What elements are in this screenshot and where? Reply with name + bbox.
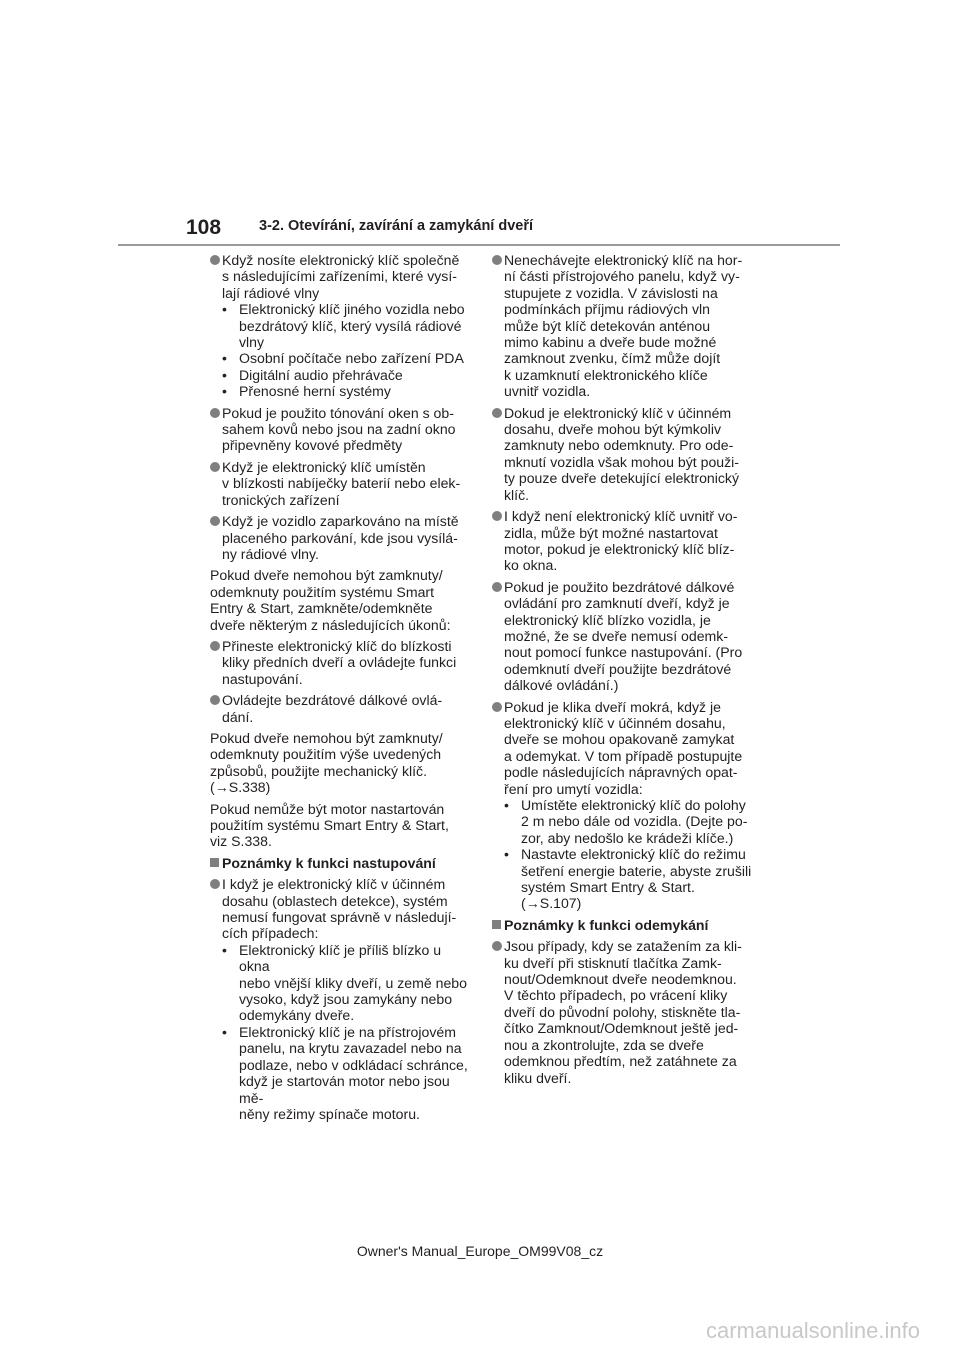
text-line: vlny — [239, 334, 265, 351]
text-line: Nenechávejte elektronický klíč na hor- — [504, 252, 743, 268]
text-line: čítko Zamknout/Odemknout ještě jed- — [504, 1020, 739, 1037]
sub-item — [222, 350, 472, 366]
bullet-item — [492, 938, 754, 1086]
text-line: elektronický klíč v účinném dosahu, — [504, 714, 726, 731]
bullet-item — [210, 252, 472, 400]
text-line: stupujete z vozidla. V závislosti na — [504, 284, 718, 301]
bullet-icon — [210, 255, 220, 265]
text-line: připevněny kovové předměty — [222, 437, 403, 454]
bullet-icon — [492, 582, 502, 592]
text-line: Pokud je klika dveří mokrá, když je — [504, 698, 721, 715]
small-bullet-icon: • — [222, 1023, 227, 1040]
bullet-item — [492, 699, 754, 912]
text-line: podmínkách příjmu rádiových vln — [504, 301, 711, 318]
text-line: systém Smart Entry & Start. (→S.107) — [521, 879, 695, 912]
text-line: nou a zkontrolujte, zda se dveře — [504, 1036, 704, 1053]
footer-text: Owner's Manual_Europe_OM99V08_cz — [356, 1243, 604, 1259]
text-line: dosahu, dveře mohou být kýmkoliv — [504, 421, 721, 438]
watermark: carmanualsonline.info — [705, 1318, 920, 1343]
text-line: tronických zařízení — [222, 491, 340, 508]
text-line: podlaze, nebo v odkládací schránce, — [239, 1056, 468, 1073]
text-line: odemknou předtím, než zatáhnete za — [504, 1053, 737, 1070]
paragraph — [210, 567, 472, 633]
bullet-text — [222, 638, 472, 687]
bullet-item — [492, 252, 754, 400]
bullet-icon — [210, 879, 220, 889]
text-line: odemykány dveře. — [239, 1007, 355, 1024]
text-line: ku dveří při stisknutí tlačítka Zamk- — [504, 954, 722, 971]
bullet-item — [210, 405, 472, 454]
left-column — [210, 252, 472, 1127]
bullet-text — [222, 692, 472, 725]
sub-item — [222, 383, 472, 399]
text-line: mknutí vozidla však mohou být použi- — [504, 453, 740, 470]
bullet-icon — [492, 702, 502, 712]
text-line: a odemykat. V tom případě postupujte — [504, 747, 743, 764]
text-line: způsobů, použijte mechanický klíč. — [210, 762, 427, 779]
bullet-item — [210, 638, 472, 687]
sub-item — [222, 942, 472, 1024]
sub-item — [222, 367, 472, 383]
bullet-icon — [492, 408, 502, 418]
subsection-heading — [492, 917, 754, 933]
text-line: Pokud dveře nemohou být zamknuty/ — [210, 567, 443, 584]
bullet-icon — [492, 941, 502, 951]
bullet-text — [222, 876, 472, 1122]
text-line: Přenosné herní systémy — [239, 383, 391, 400]
text-line: Když je vozidlo zaparkováno na místě — [222, 513, 459, 530]
bullet-item — [210, 876, 472, 1122]
small-bullet-icon: • — [222, 350, 227, 367]
text-line: použitím systému Smart Entry & Start, — [210, 817, 449, 833]
bullet-text — [504, 252, 754, 400]
text-line: může být klíč detekován anténou — [504, 317, 711, 334]
text-line: dveře se mohou opakovaně zamykat — [504, 731, 735, 748]
text-line: Poznámky k funkci odemykání — [504, 916, 709, 933]
text-line: V těchto případech, po vrácení kliky — [504, 987, 728, 1004]
text-line: mimo kabinu a dveře bude možné — [504, 334, 717, 351]
subsection-heading — [210, 855, 472, 871]
text-line: Dokud je elektronický klíč v účinném — [504, 404, 732, 421]
text-line: Pokud dveře nemohou být zamknuty/ — [210, 729, 443, 746]
text-line: panelu, na krytu zavazadel nebo na — [239, 1040, 462, 1057]
text-line: zamknout zvenku, čímž může dojít — [504, 350, 721, 367]
bullet-item — [210, 692, 472, 725]
text-line: Elektronický klíč je příliš blízko u okna — [239, 941, 442, 975]
paragraph — [210, 730, 472, 796]
text-line: viz S.338. — [210, 833, 272, 850]
bullet-text — [504, 938, 754, 1086]
sub-item — [504, 846, 754, 912]
text-line: uvnitř vozidla. — [504, 383, 591, 400]
small-bullet-icon: • — [222, 941, 227, 958]
text-line: lají rádiové vlny — [222, 284, 320, 301]
bullet-icon — [210, 408, 220, 418]
text-line: dálkové ovládání.) — [504, 677, 619, 694]
square-bullet-icon — [210, 858, 219, 867]
text-line: dosahu (oblastech detekce), systém — [222, 892, 448, 909]
bullet-item — [492, 579, 754, 694]
text-line: Umístěte elektronický klíč do polohy — [521, 797, 746, 813]
bullet-text — [222, 405, 472, 454]
heading-text — [222, 855, 472, 871]
paragraph — [210, 801, 472, 850]
text-line: ovládání pro zamknutí dveří, když je — [504, 595, 730, 612]
sub-item — [504, 797, 754, 846]
section-title: 3-2. Otevírání, zavírání a zamykání dveří — [259, 218, 534, 234]
text-line: ření pro umytí vozidla: — [504, 780, 643, 797]
small-bullet-icon: • — [222, 383, 227, 400]
text-line: motor, pokud je elektronický klíč blíz- — [504, 540, 735, 557]
text-line: nout/Odemknout dveře neodemknou. — [504, 971, 737, 988]
text-line: klíč. — [504, 486, 530, 503]
text-line: Pokud nemůže být motor nastartován — [210, 800, 445, 817]
bullet-item — [210, 459, 472, 508]
text-line: placeného parkování, kde jsou vysílá- — [222, 529, 458, 546]
text-line: (→S.338) — [210, 779, 271, 796]
text-line: Přineste elektronický klíč do blízkosti — [222, 637, 452, 654]
text-line: šetření energie baterie, abyste zrušili — [521, 862, 752, 879]
text-line: Jsou případy, kdy se zatažením za kli- — [504, 938, 742, 955]
bullet-icon — [492, 511, 502, 521]
text-line: Elektronický klíč je na přístrojovém — [239, 1023, 456, 1040]
text-line: I když není elektronický klíč uvnitř vo- — [504, 508, 738, 525]
text-line: bezdrátový klíč, který vysílá rádiové — [239, 317, 462, 334]
text-line: Ovládejte bezdrátové dálkové ovlá- — [222, 692, 443, 709]
text-line: možné, že se dveře nemusí odemk- — [504, 627, 729, 644]
text-line: Když nosíte elektronický klíč společně — [222, 252, 460, 268]
text-line: ty pouze dveře detekující elektronický — [504, 470, 740, 487]
bullet-icon — [210, 516, 220, 526]
text-line: Pokud je použito bezdrátové dálkové — [504, 578, 735, 595]
text-line: dveří do původní polohy, stiskněte tla- — [504, 1003, 741, 1020]
sub-item — [222, 301, 472, 350]
text-line: Osobní počítače nebo zařízení PDA — [239, 350, 464, 367]
bullet-item — [210, 513, 472, 562]
bullet-icon — [210, 641, 220, 651]
text-line: něny režimy spínače motoru. — [239, 1105, 420, 1122]
small-bullet-icon: • — [504, 797, 509, 813]
bullet-text — [504, 405, 754, 503]
heading-text — [504, 917, 754, 933]
text-line: s následujícími zařízeními, které vysí- — [222, 268, 457, 285]
text-line: Digitální audio přehrávače — [239, 366, 403, 383]
text-line: podle následujících nápravných opat- — [504, 764, 738, 781]
bullet-text — [222, 252, 472, 400]
small-bullet-icon: • — [222, 301, 227, 318]
bullet-text — [222, 459, 472, 508]
text-line: zidla, může být možné nastartovat — [504, 524, 718, 541]
text-line: odemknutí dveří použijte bezdrátové — [504, 660, 732, 677]
text-line: vysoko, když jsou zamykány nebo — [239, 991, 453, 1008]
bullet-text — [504, 579, 754, 694]
text-line: odemknuty použitím výše uvedených — [210, 746, 442, 763]
text-line: Elektronický klíč jiného vozidla nebo — [239, 301, 465, 318]
small-bullet-icon: • — [222, 366, 227, 383]
bullet-text — [504, 508, 754, 574]
text-line: kliku dveří. — [504, 1069, 572, 1086]
header-divider — [118, 244, 840, 246]
text-line: Když je elektronický klíč umístěn — [222, 458, 426, 475]
bullet-text — [504, 699, 754, 912]
text-line: I když je elektronický klíč v účinném — [222, 876, 446, 893]
text-line: zamknuty nebo odemknuty. Pro ode- — [504, 437, 734, 454]
text-line: nastupování. — [222, 670, 303, 687]
text-line: nout pomocí funkce nastupování. (Pro — [504, 644, 743, 661]
text-line: nemusí fungovat správně v následují- — [222, 909, 457, 926]
text-line: dání. — [222, 708, 254, 725]
text-line: odemknuty použitím systému Smart — [210, 583, 435, 600]
bullet-item — [492, 405, 754, 503]
page-number: 108 — [186, 216, 222, 239]
square-bullet-icon — [492, 920, 501, 929]
text-line: v blízkosti nabíječky baterií nebo elek- — [222, 475, 461, 492]
bullet-text — [222, 513, 472, 562]
text-line: Pokud je použito tónování oken s ob- — [222, 404, 454, 421]
bullet-item — [492, 508, 754, 574]
text-line: kliky předních dveří a ovládejte funkci — [222, 654, 457, 671]
text-line: cích případech: — [222, 925, 319, 942]
text-line: elektronický klíč blízko vozidla, je — [504, 611, 711, 628]
text-line: 2 m nebo dále od vozidla. (Dejte po- — [521, 813, 748, 830]
text-line: dveře některým z následujících úkonů: — [210, 616, 451, 633]
bullet-icon — [210, 695, 220, 705]
bullet-icon — [492, 255, 502, 265]
text-line: k uzamknutí elektronického klíče — [504, 366, 708, 383]
text-line: nebo vnější kliky dveří, u země nebo — [239, 974, 467, 991]
text-line: ny rádiové vlny. — [222, 545, 319, 562]
text-line: sahem kovů nebo jsou na zadní okno — [222, 421, 456, 438]
text-line: zor, aby nedošlo ke krádeži klíče.) — [521, 829, 734, 846]
text-line: ko okna. — [504, 557, 558, 574]
text-line: Poznámky k funkci nastupování — [222, 854, 436, 871]
sub-item — [222, 1024, 472, 1122]
text-line: ní části přístrojového panelu, když vy- — [504, 268, 740, 285]
text-line: Entry & Start, zamkněte/odemkněte — [210, 600, 433, 617]
small-bullet-icon: • — [504, 846, 509, 863]
text-line: když je startován motor nebo jsou mě- — [239, 1073, 450, 1106]
right-column — [492, 252, 754, 1091]
text-line: Nastavte elektronický klíč do režimu — [521, 846, 746, 863]
bullet-icon — [210, 462, 220, 472]
